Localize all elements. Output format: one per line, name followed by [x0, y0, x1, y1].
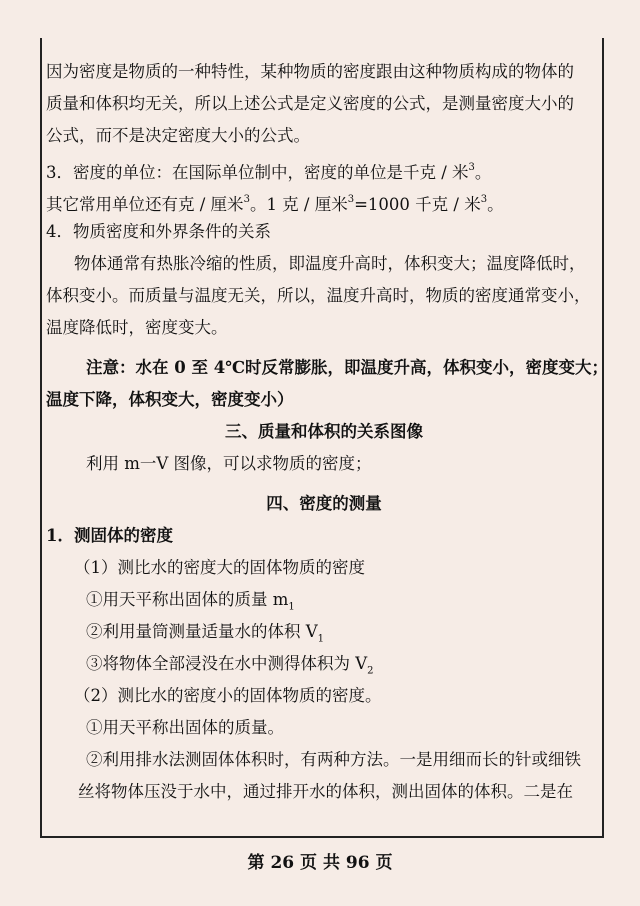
superscript: 3: [243, 194, 250, 205]
subscript: 1: [288, 601, 295, 613]
section-title: 三、质量和体积的关系图像: [225, 422, 423, 441]
superscript: 3: [480, 194, 488, 205]
subscript: 1: [317, 633, 325, 645]
paragraph-line: 体积变小。而质量与温度无关，所以，温度升高时，物质的密度通常变小，: [46, 286, 591, 305]
page-footer: 第 26 页 共 96 页: [247, 853, 393, 873]
text: =1000 千克 / 米: [354, 195, 481, 214]
note-line: 注意：水在 0 至 4℃时反常膨胀，即温度升高，体积变小，密度变大；: [86, 358, 608, 377]
paragraph-line: 物体通常有热胀冷缩的性质，即温度升高时，体积变大；温度降低时，: [74, 254, 586, 273]
text: ③将物体全部浸没在水中测得体积为 V: [86, 654, 368, 673]
list-item: [46, 616, 602, 648]
paragraph-line: 利用 m一V 图像，可以求物质的密度；: [86, 454, 372, 473]
superscript: 3: [347, 194, 355, 205]
superscript: 3: [468, 162, 475, 173]
list-item: （1）测比水的密度大的固体物质的密度: [74, 558, 365, 577]
text: ①用天平称出固体的质量 m: [86, 590, 289, 609]
text: ②利用量筒测量适量水的体积 V: [86, 622, 318, 641]
paragraph-line: 质量和体积均无关，所以上述公式是定义密度的公式，是测量密度大小的: [46, 94, 574, 113]
list-item: 丝将物体压没于水中，通过排开水的体积，测出固体的体积。二是在: [78, 782, 573, 801]
text: 其它常用单位还有克 / 厘米: [46, 195, 244, 214]
section-heading: 4．物质密度和外界条件的关系: [46, 222, 271, 241]
text: 。1 克 / 厘米: [249, 195, 348, 214]
text: 。: [474, 163, 492, 182]
text: 。: [487, 195, 504, 214]
paragraph-line: 温度降低时，密度变大。: [46, 318, 228, 337]
note-line: 温度下降，体积变大，密度变小）: [46, 390, 294, 409]
list-item: [46, 648, 602, 680]
text: 3．密度的单位：在国际单位制中，密度的单位是千克 / 米: [46, 163, 469, 182]
list-item: [46, 584, 602, 616]
other-units-line: [46, 184, 602, 216]
paragraph-line: 因为密度是物质的一种特性，某种物质的密度跟由这种物质构成的物体的: [46, 62, 574, 81]
subsection-heading: 1．测固体的密度: [46, 526, 173, 545]
list-item: ②利用排水法测固体体积时，有两种方法。一是用细而长的针或细铁: [86, 750, 581, 769]
list-item: （2）测比水的密度小的固体物质的密度。: [74, 686, 382, 705]
density-unit-line: [46, 152, 602, 184]
subscript: 2: [367, 665, 374, 677]
paragraph-line: 公式，而不是决定密度大小的公式。: [46, 126, 310, 145]
section-title: 四、密度的测量: [266, 494, 382, 513]
document-body: [46, 56, 608, 808]
list-item: ①用天平称出固体的质量。: [86, 718, 284, 737]
